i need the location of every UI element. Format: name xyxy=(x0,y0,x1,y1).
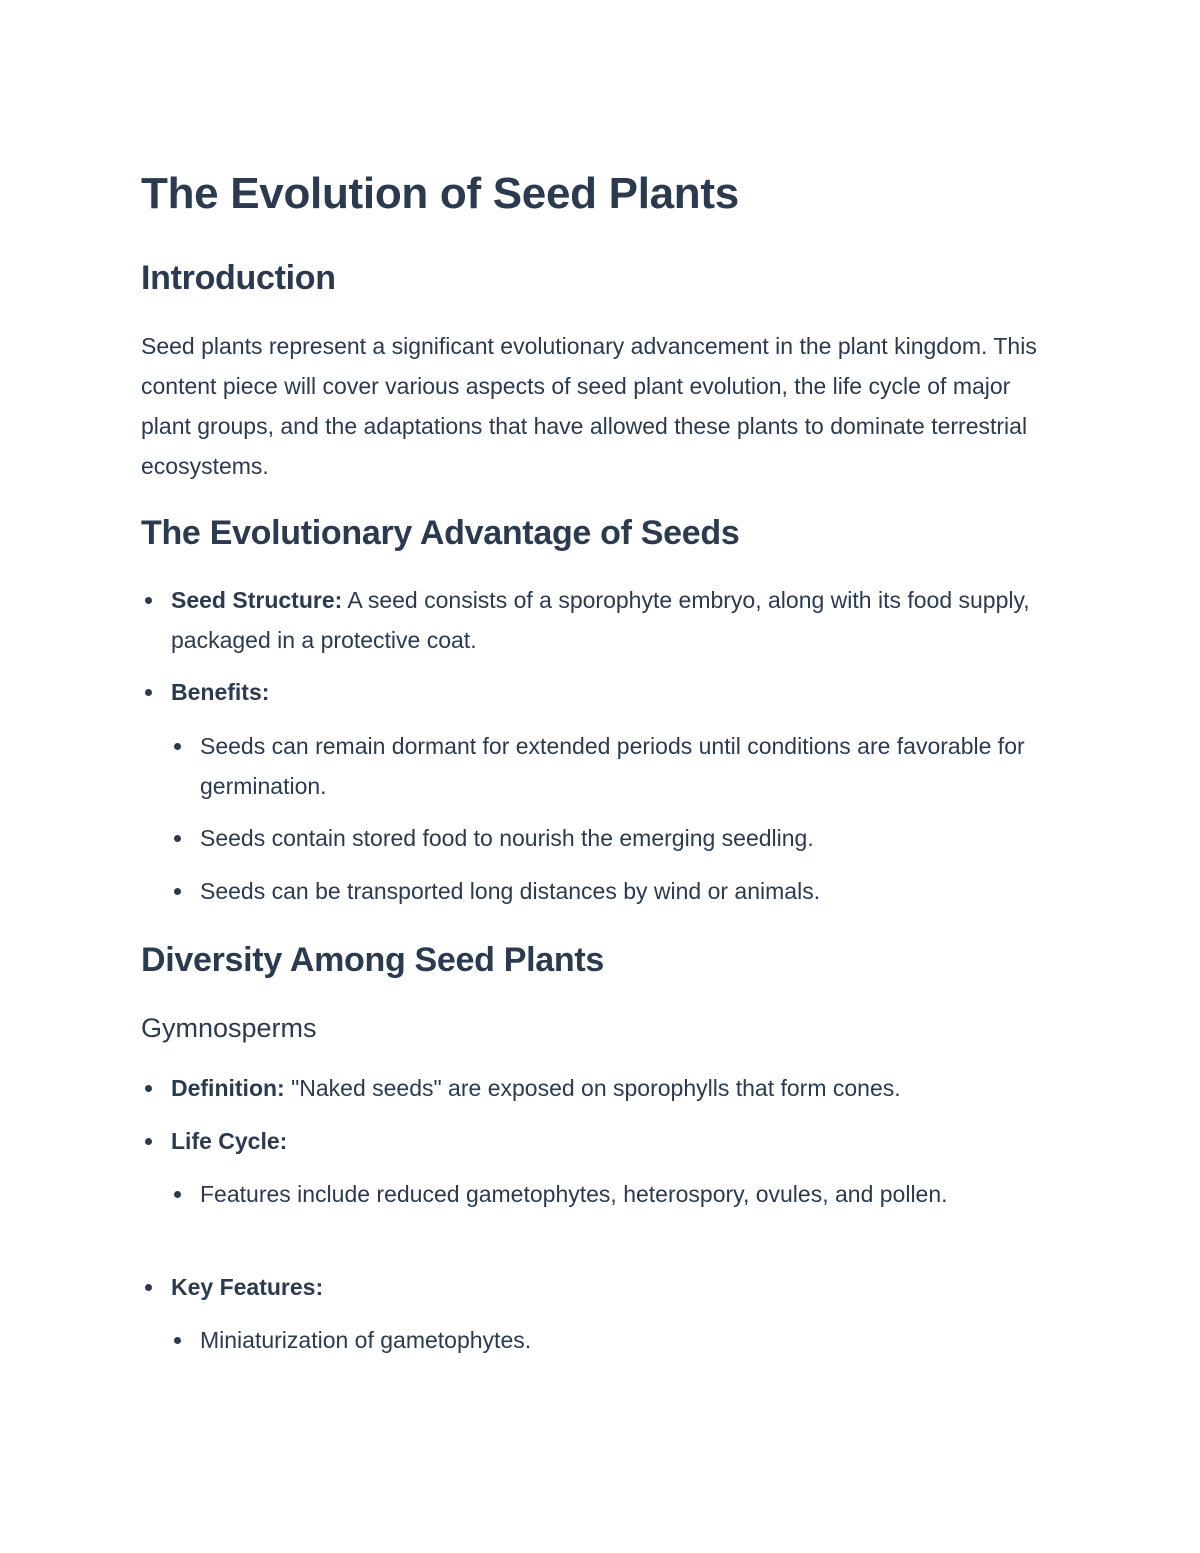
list-item-life-cycle xyxy=(171,1121,1061,1161)
bullet-dot xyxy=(145,689,152,696)
key-features-label: Key Features: xyxy=(171,1274,324,1300)
bullet-dot xyxy=(174,835,181,842)
bullet-dot xyxy=(174,1337,181,1344)
list-item-key-feature xyxy=(200,1320,1061,1360)
list-item-benefits xyxy=(171,672,1061,712)
list-item-benefit xyxy=(200,726,1061,806)
list-item-benefit xyxy=(200,818,1061,858)
seed-structure-label: Seed Structure: xyxy=(171,587,343,613)
life-cycle-label: Life Cycle: xyxy=(171,1128,288,1154)
diversity-heading: Diversity Among Seed Plants xyxy=(141,941,605,979)
bullet-dot xyxy=(145,597,152,604)
list-item-benefit xyxy=(200,871,1061,911)
bullet-dot xyxy=(174,743,181,750)
benefit-text: Seeds can be transported long distances by wind or animals. xyxy=(200,878,821,904)
advantage-heading: The Evolutionary Advantage of Seeds xyxy=(141,514,740,552)
bullet-dot xyxy=(174,888,181,895)
key-feature-text: Miniaturization of gametophytes. xyxy=(200,1327,532,1353)
seed-structure-text: A seed consists of a sporophyte embryo, along with its food supply, packaged in a protective coat. xyxy=(171,587,1030,653)
list-item-life-cycle-feature xyxy=(200,1174,1061,1214)
definition-text: "Naked seeds" are exposed on sporophylls that form cones. xyxy=(284,1075,901,1101)
benefit-text: Seeds can remain dormant for extended periods until conditions are favorable for germination. xyxy=(200,733,1025,799)
bullet-dot xyxy=(145,1085,152,1092)
bullet-dot xyxy=(174,1191,181,1198)
intro-heading: Introduction xyxy=(141,259,336,297)
benefit-text: Seeds contain stored food to nourish the emerging seedling. xyxy=(200,825,814,851)
definition-label: Definition: xyxy=(171,1075,285,1101)
life-cycle-feature-text: Features include reduced gametophytes, heterospory, ovules, and pollen. xyxy=(200,1181,948,1207)
bullet-dot xyxy=(145,1138,152,1145)
intro-paragraph: Seed plants represent a significant evolutionary advancement in the plant kingdom. This content piece will cover various aspects of seed plant evolution, the life cycle of major plant groups, and the adaptations that have allowed these plants to dominate terrestrial ecosystems. xyxy=(141,333,1037,479)
gymnosperms-heading: Gymnosperms xyxy=(141,1013,317,1043)
list-item-seed-structure xyxy=(171,580,1061,660)
bullet-dot xyxy=(145,1284,152,1291)
list-item-key-features xyxy=(171,1267,1061,1307)
document-title: The Evolution of Seed Plants xyxy=(141,169,739,218)
benefits-label: Benefits: xyxy=(171,679,270,705)
list-item-definition xyxy=(171,1068,1061,1108)
